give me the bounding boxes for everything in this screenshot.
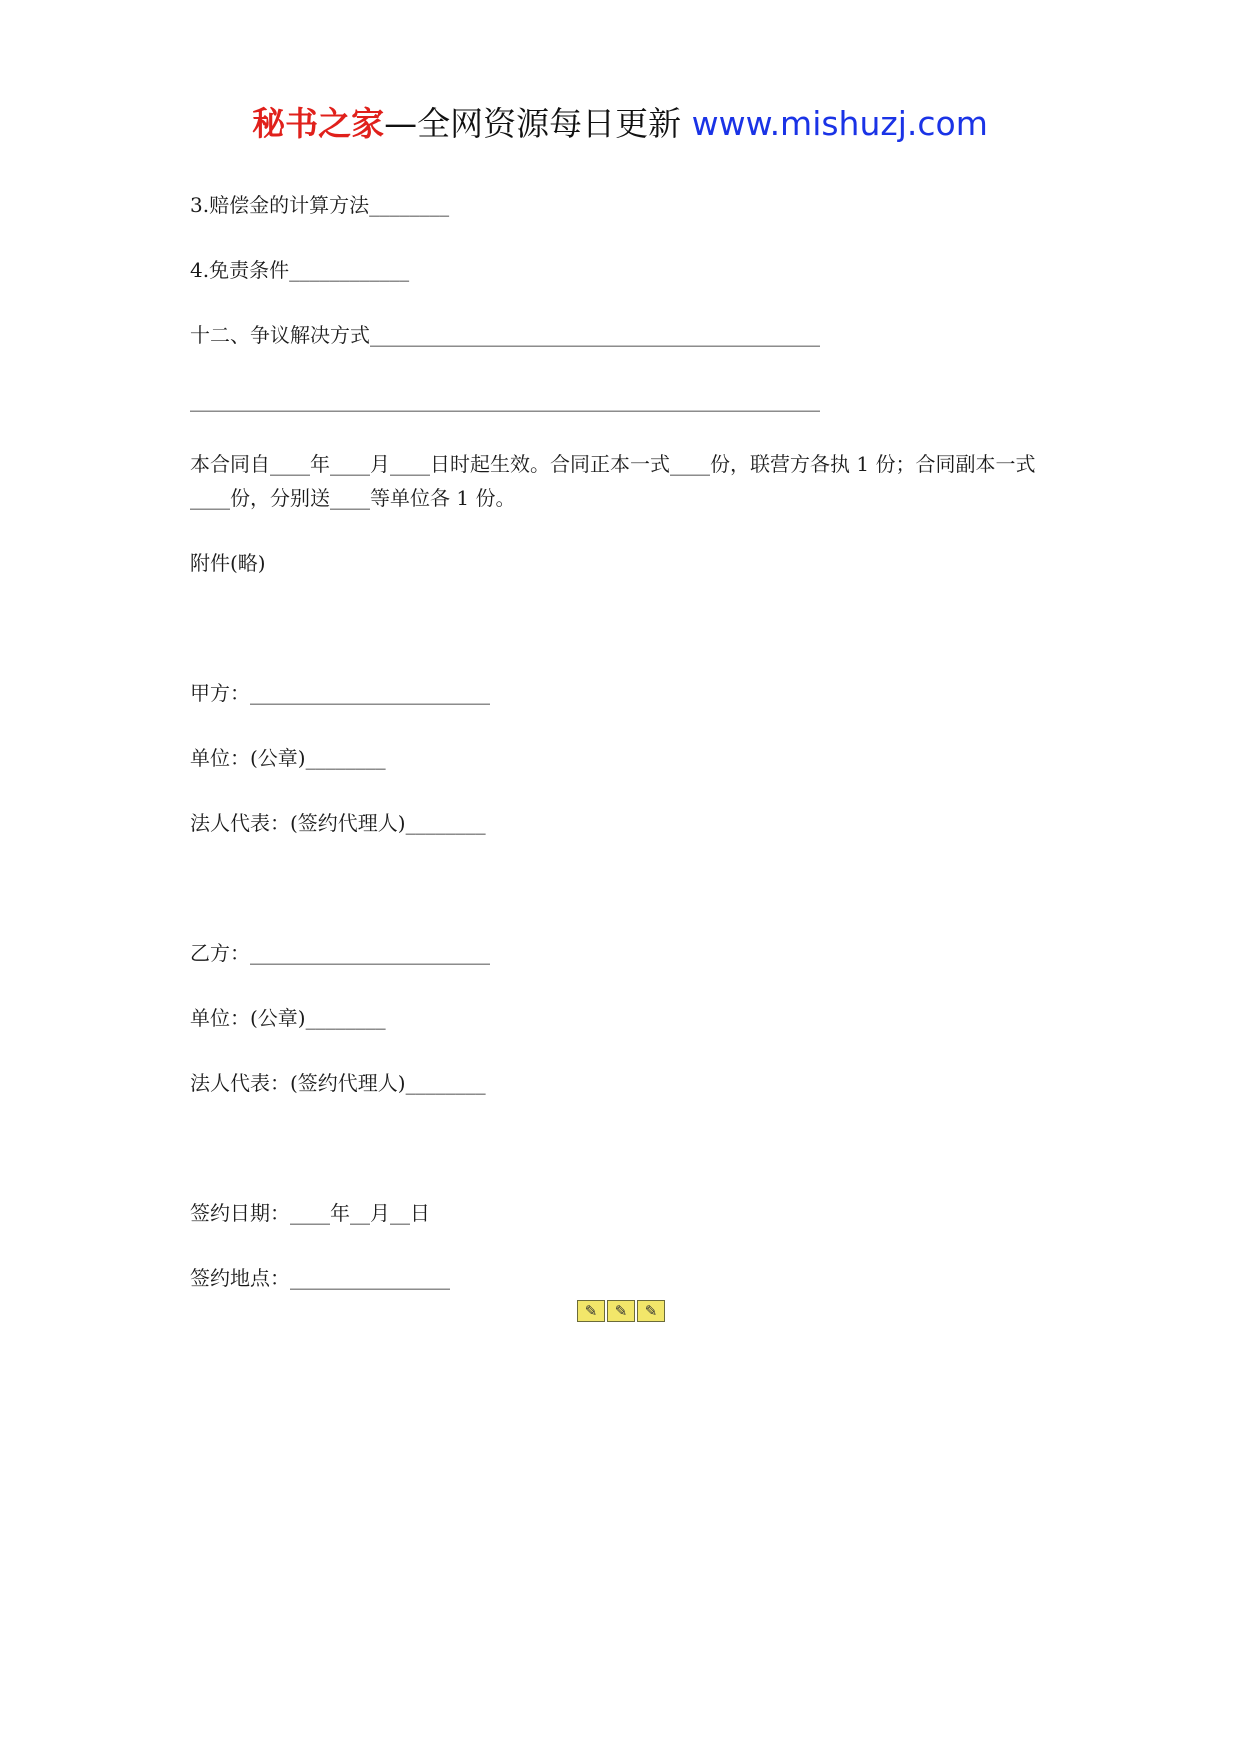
signing-place: 签约地点：________________ (190, 1266, 450, 1290)
ornament-icon: ✎ (577, 1300, 605, 1322)
party-b-representative: 法人代表：(签约代理人)________ (190, 1071, 486, 1095)
brand-name: 秘书之家 (252, 104, 385, 143)
clause-compensation-method: 3.赔偿金的计算方法________ (190, 193, 450, 217)
effective-clause: 本合同自____年____月____日时起生效。合同正本一式____份，联营方各执 1 份；合同副本一式____份，分别送____等单位各 1 份。 (190, 452, 1036, 510)
clause-dispute-resolution: 十二、争议解决方式_____________________________________________ (190, 323, 820, 347)
party-b-name: 乙方：________________________ (190, 941, 490, 965)
ornament-icon-group (577, 1300, 665, 1322)
attachment-note: 附件(略) (190, 551, 266, 575)
party-a-name: 甲方：________________________ (190, 681, 490, 705)
ornament-icon: ✎ (637, 1300, 665, 1322)
party-b-unit: 单位：(公章)________ (190, 1006, 386, 1030)
site-url-link[interactable]: www.mishuzj.com (691, 104, 988, 143)
banner-slogan: —全网资源每日更新 (384, 104, 692, 143)
signing-date: 签约日期：____年__月__日 (190, 1201, 430, 1225)
blank-fill-line: _______________________________________________________________ (190, 388, 820, 412)
clause-exemption: 4.免责条件____________ (190, 258, 410, 282)
site-banner (0, 100, 1240, 148)
party-a-unit: 单位：(公章)________ (190, 746, 386, 770)
ornament-icon: ✎ (607, 1300, 635, 1322)
party-a-representative: 法人代表：(签约代理人)________ (190, 811, 486, 835)
